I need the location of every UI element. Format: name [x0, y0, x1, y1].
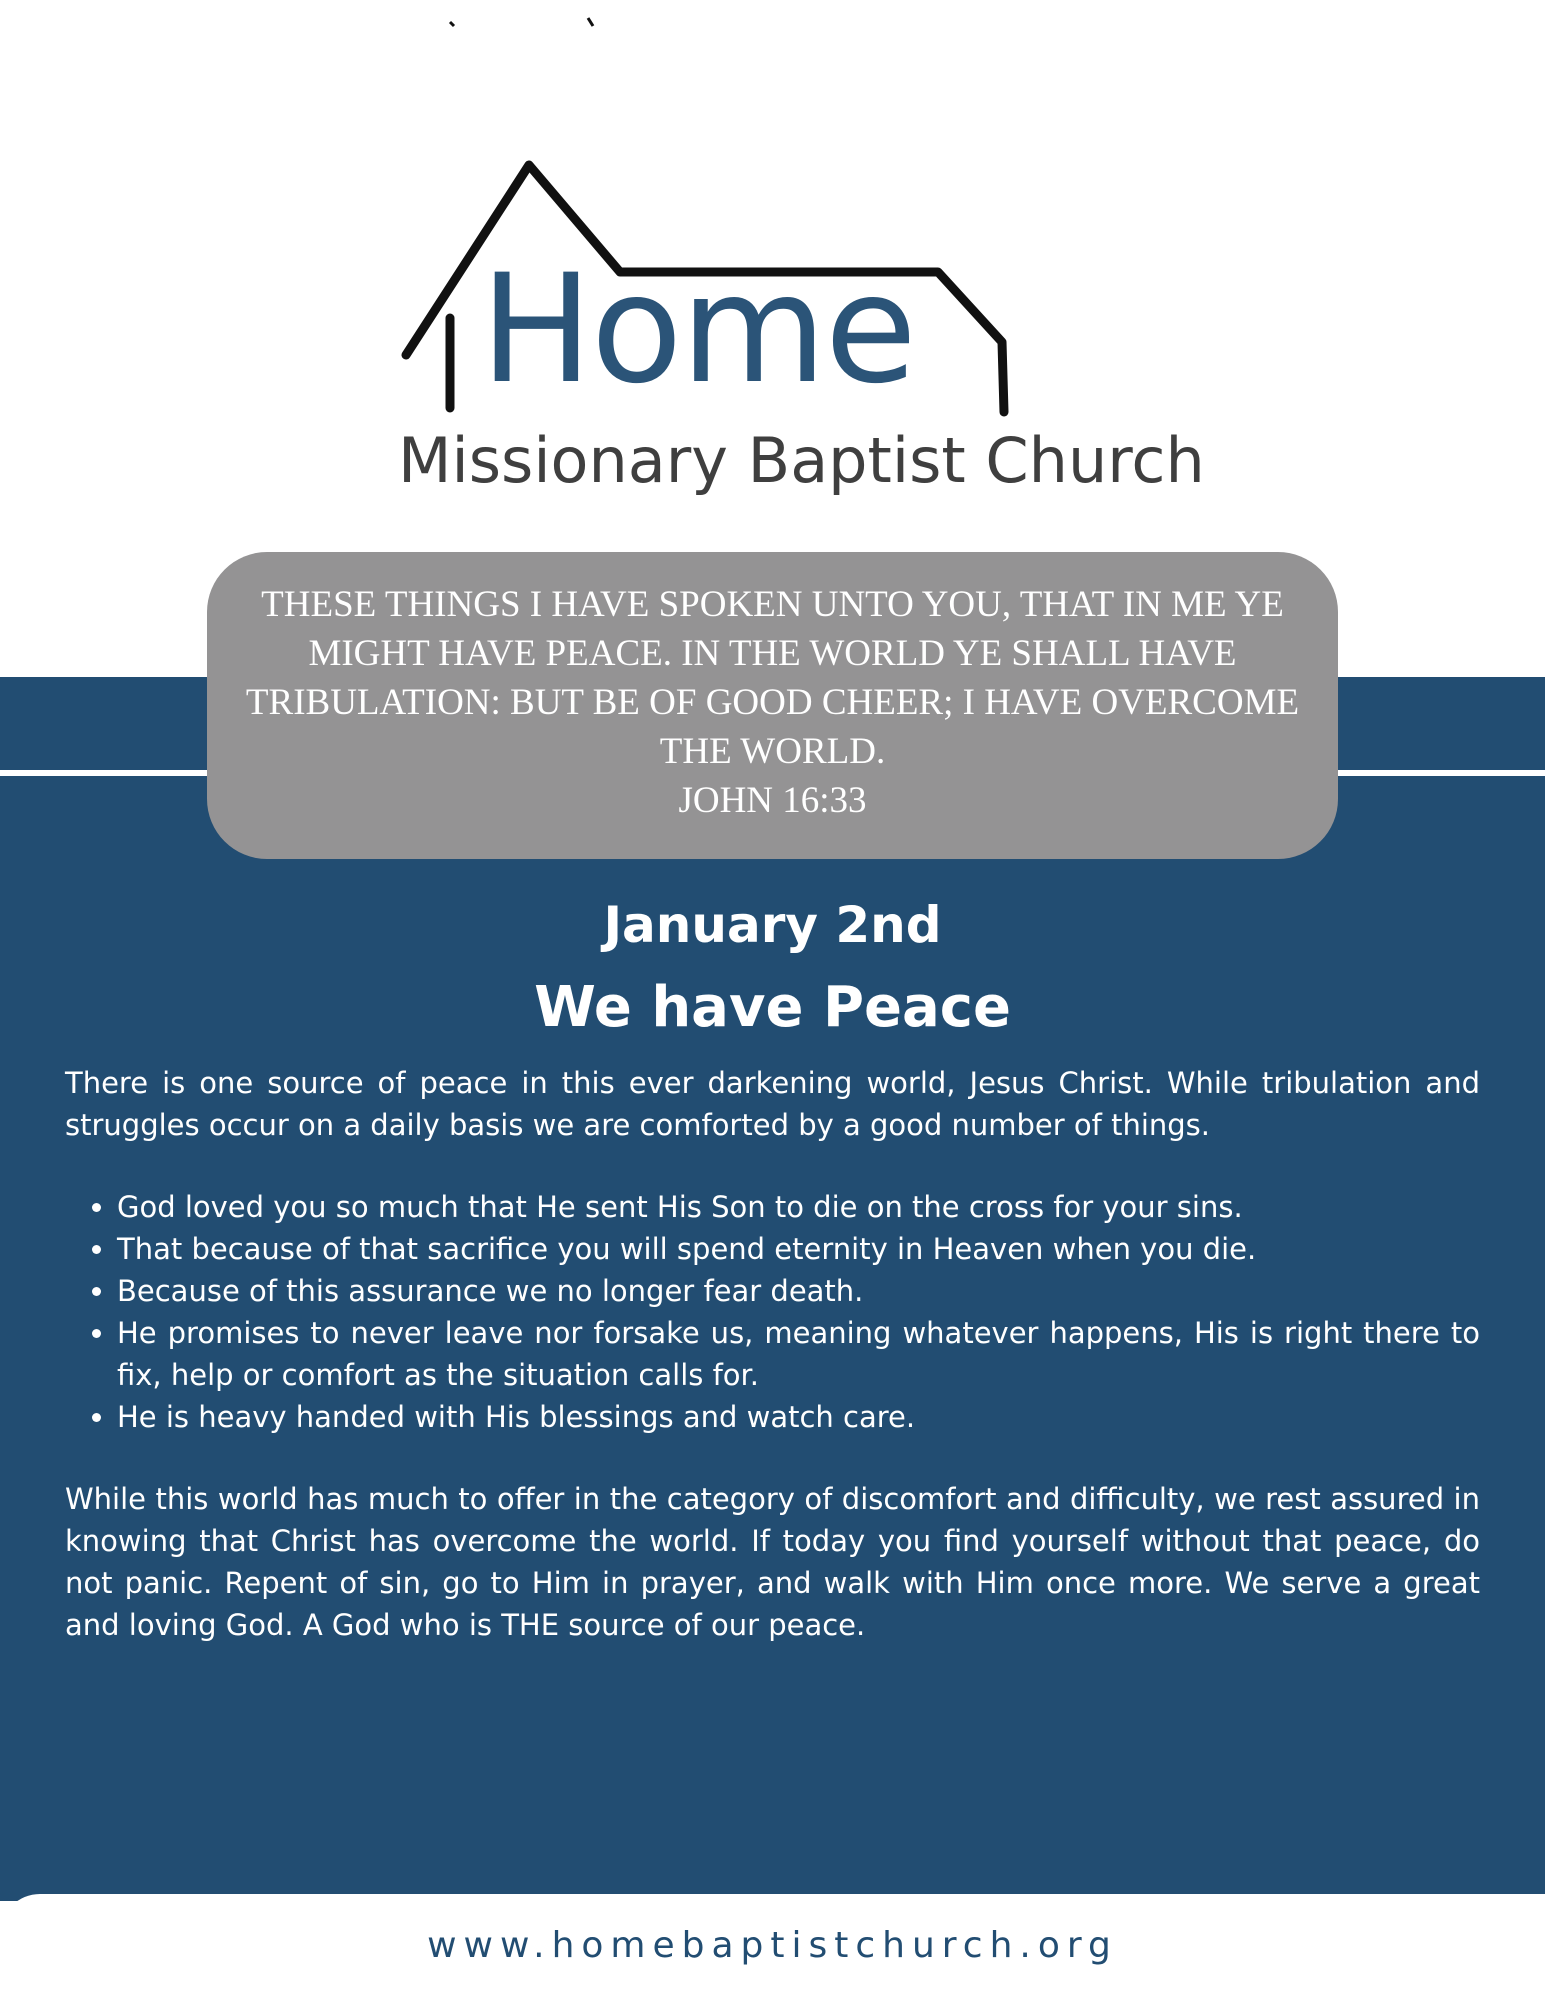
devotion-date: January 2nd — [603, 896, 942, 954]
list-item: • That because of that sacrifice you will spend eternity in Heaven when you die. — [117, 1228, 1480, 1270]
intro-paragraph: There is one source of peace in this ever darkening world, Jesus Christ. While tribulation and struggles occur on a daily basis we are comforted by a good number of things. — [65, 1066, 1480, 1142]
scripture-box — [207, 552, 1338, 859]
closing-paragraph: While this world has much to offer in the category of discomfort and difficulty, we rest assured in knowing that Christ has overcome the world. If today you find yourself without that peace, do not panic. Repent of sin, go to Him in prayer, and walk with Him once more. We serve a great and loving God. A God who is THE source of our peace. — [65, 1482, 1480, 1642]
scripture-reference: JOHN 16:33 — [678, 780, 867, 821]
list-item: • He is heavy handed with His blessings and watch care. — [117, 1396, 1480, 1438]
devotion-body — [65, 1062, 1480, 1646]
logo-church-name: Missionary Baptist Church — [398, 424, 1205, 497]
church-logo — [390, 150, 1250, 530]
top-edge-marks — [448, 14, 598, 28]
devotion-title: We have Peace — [534, 975, 1011, 1040]
logo-wordmark: Home — [480, 243, 915, 417]
list-item: • God loved you so much that He sent His Son to die on the cross for your sins. — [117, 1186, 1480, 1228]
list-item: • Because of this assurance we no longer fear death. — [117, 1270, 1480, 1312]
list-item: • He promises to never leave nor forsake us, meaning whatever happens, His is right there to fix, help or comfort as the situation calls for. — [117, 1312, 1480, 1396]
comfort-list — [65, 1186, 1480, 1438]
scripture-text: THESE THINGS I HAVE SPOKEN UNTO YOU, THAT IN ME YE MIGHT HAVE PEACE. IN THE WORLD YE SHALL HAVE TRIBULATION: BUT BE OF GOOD CHEER; I HAVE OVERCOME THE WORLD. — [245, 584, 1300, 772]
website-url[interactable]: www.homebaptistchurch.org — [427, 1925, 1118, 1966]
